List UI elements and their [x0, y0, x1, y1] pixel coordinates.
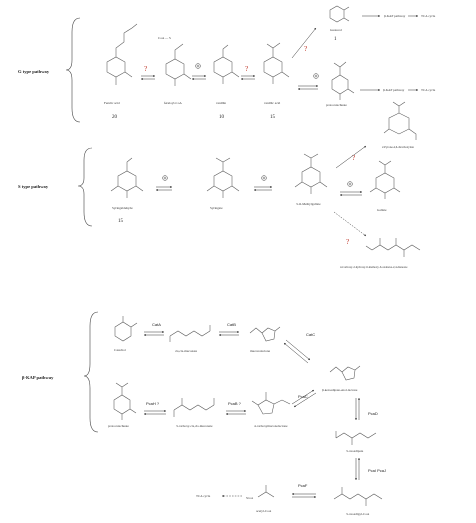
syringate-structure	[207, 158, 239, 198]
feruloyl-coa-structure	[166, 44, 191, 86]
g-type-pathway-title: G type pathway	[18, 69, 50, 74]
plus-marker-5	[348, 182, 353, 187]
protocatechuate-structure-beta	[114, 383, 136, 420]
enzyme-pcaf: PcaF	[298, 483, 308, 488]
unknown-enzyme-mark: ?	[245, 64, 249, 73]
syringaldehyde-structure	[111, 158, 143, 198]
pyrone-label: 2-Pyrone-4,6-dicarboxylate	[382, 145, 414, 149]
carboxymuconolactone-structure	[252, 392, 290, 414]
oxoadipyl-coa-label: 3-oxoadipyl-CoA	[346, 512, 370, 516]
bkap-label-2: β-KAP pathway	[383, 88, 405, 92]
unknown-enzyme-mark: ?	[346, 237, 350, 246]
acetyl-coa-label: acetyl-CoA	[256, 509, 272, 513]
num-1: 1	[334, 37, 337, 42]
arrow-enol-to-muconolactone	[284, 343, 308, 363]
acetyl-coa-structure	[258, 485, 274, 497]
oxoadipate-label: 3-oxoadipate	[346, 449, 364, 453]
feruloyl-coa-label: feruloyl-CoA	[164, 101, 182, 105]
enzyme-pcab: PcaB ?	[228, 401, 241, 406]
omethylgallate-label: 3-O-Methylgallate	[296, 202, 321, 206]
g-type-brace	[66, 18, 80, 122]
tca-label-1: TCA cycle	[421, 14, 436, 18]
s-type-brace	[78, 148, 92, 226]
protocatechuate-label-g: protocatechuate	[326, 103, 347, 107]
plus-marker-3	[163, 176, 168, 181]
enzyme-pcad: PcaD	[368, 411, 378, 416]
enzyme-catb: CatB	[227, 322, 236, 327]
unknown-enzyme-mark: ?	[304, 44, 308, 53]
enzyme-pcaij: PcaI PcaJ	[368, 468, 387, 473]
enzyme-pcac: PcaC	[298, 394, 308, 399]
num-15b: 15	[118, 219, 123, 224]
catechol-label: Catechol	[114, 348, 126, 352]
tca-label-beta: TCA cycle	[196, 494, 211, 498]
carboxymuconate-label: 3-carboxy-cis,cis-muconate	[176, 424, 213, 428]
syringate-label: Syringate	[210, 206, 223, 210]
ferulic-acid-label: Ferulic acid	[104, 101, 120, 105]
carboxymuconolactone-label: 4-carboxymuconolactone	[254, 424, 288, 428]
num-15: 15	[270, 115, 275, 120]
ferulic-acid-structure	[107, 24, 137, 85]
syringaldehyde-label: Syringaldehyde	[112, 206, 133, 210]
arrow-muconolactone-to-enol	[286, 340, 310, 360]
plus-marker-1	[196, 64, 201, 69]
carboxy-diene-label: 4-Carboxy-2-hydroxy-6-methoxy-6-oxohexa-2,4-dienoate	[340, 265, 408, 269]
vanillin-structure	[214, 45, 239, 84]
oxoadipyl-coa-structure	[334, 487, 382, 506]
beta-kap-brace	[84, 312, 98, 432]
enol-lactone-label: β-ketoadipate-enol-lactone	[322, 388, 358, 392]
muconate-label: cis,cis-muconate	[175, 349, 198, 353]
gallate-structure	[370, 161, 400, 199]
vanillin-label: vanillin	[216, 101, 227, 105]
protocatechuate-label-beta: protocatechuate	[108, 424, 129, 428]
arrow-lactone-to-enol	[292, 390, 314, 404]
guaiacol-label: Guaiacol	[330, 28, 342, 32]
num-20: 20	[112, 115, 117, 120]
unknown-enzyme-mark: ?	[352, 153, 356, 162]
plus-marker-4	[262, 176, 267, 181]
enzyme-pcah: PcaH ?	[146, 401, 160, 406]
protocatechuate-structure	[332, 62, 354, 100]
vanillic-acid-label: vanillic acid	[264, 101, 281, 105]
s-type-pathway-title: S type pathway	[18, 184, 49, 189]
carboxymuconate-structure	[174, 398, 214, 417]
carboxy-diene-structure	[366, 238, 420, 257]
beta-kap-pathway-title: β-KAP pathway	[22, 375, 54, 380]
vanillic-acid-structure	[264, 43, 289, 84]
enol-lactone-structure	[330, 366, 360, 380]
plus-marker-2	[314, 74, 319, 79]
unknown-enzyme-mark: ?	[144, 64, 148, 73]
muconolactone-structure	[250, 327, 280, 341]
scoa-label: SCoA	[246, 496, 254, 500]
num-10: 10	[219, 115, 224, 120]
arrow-vanillic-to-guaiacol	[292, 28, 316, 58]
enzyme-cata: CatA	[152, 322, 161, 327]
muconolactone-label: muconolactone	[250, 349, 271, 353]
coa-label: CoA — S	[158, 36, 171, 40]
omethylgallate-structure	[295, 154, 327, 194]
catechol-structure	[115, 316, 137, 341]
arrow-omethylgallate-to-pyrone	[336, 146, 366, 168]
tca-label-2: TCA cycle	[421, 88, 436, 92]
guaiacol-structure	[330, 6, 349, 22]
oxoadipate-structure	[336, 431, 376, 445]
gallate-label: Gallate	[377, 208, 387, 212]
bkap-label-1: β-KAP pathway	[384, 14, 406, 18]
muconate-structure	[170, 325, 210, 342]
pyrone-structure	[384, 102, 416, 140]
enzyme-catc: CatC	[306, 332, 316, 337]
dashed-arrow-to-carboxy-diene	[334, 212, 366, 236]
